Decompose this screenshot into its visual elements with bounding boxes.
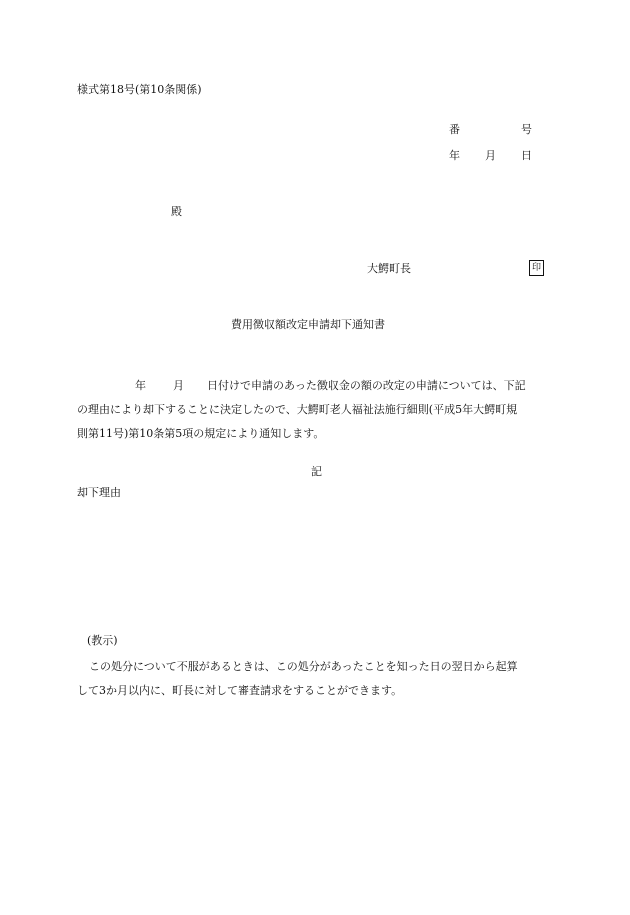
body-line-1: 日付けで申請のあった徴収金の額の改定の申請については、下記 bbox=[207, 379, 526, 392]
body-date-year: 年 bbox=[135, 379, 146, 392]
body-line-2: の理由により却下することに決定したので、大鰐町老人福祉法施行細則(平成5年大鰐町規 bbox=[77, 403, 518, 416]
body-date-month: 月 bbox=[173, 379, 184, 392]
body-paragraph bbox=[77, 374, 557, 446]
seal-mark bbox=[529, 260, 544, 276]
date-day-label: 日 bbox=[521, 149, 532, 162]
seal-icon: 印 bbox=[529, 260, 544, 276]
addressee-suffix: 殿 bbox=[171, 205, 182, 218]
ki-marker: 記 bbox=[311, 465, 322, 478]
issuer-name: 大鰐町長 bbox=[367, 262, 411, 275]
instruction-heading: (教示) bbox=[87, 634, 118, 647]
body-line-3: 則第11号)第10条第5項の規定により通知します。 bbox=[77, 427, 325, 440]
instruction-line-2: して3か月以内に、町長に対して審査請求をすることができます。 bbox=[77, 684, 403, 697]
date-year-label: 年 bbox=[449, 149, 460, 162]
document-number-suffix: 号 bbox=[521, 123, 532, 136]
instruction-line-1: この処分について不服があるときは、この処分があったことを知った日の翌日から起算 bbox=[89, 660, 518, 673]
reason-label: 却下理由 bbox=[77, 486, 121, 499]
document-title: 費用徴収額改定申請却下通知書 bbox=[231, 318, 385, 331]
form-number-label: 様式第18号(第10条関係) bbox=[77, 83, 202, 96]
date-month-label: 月 bbox=[485, 149, 496, 162]
document-number-label: 番 bbox=[449, 123, 460, 136]
